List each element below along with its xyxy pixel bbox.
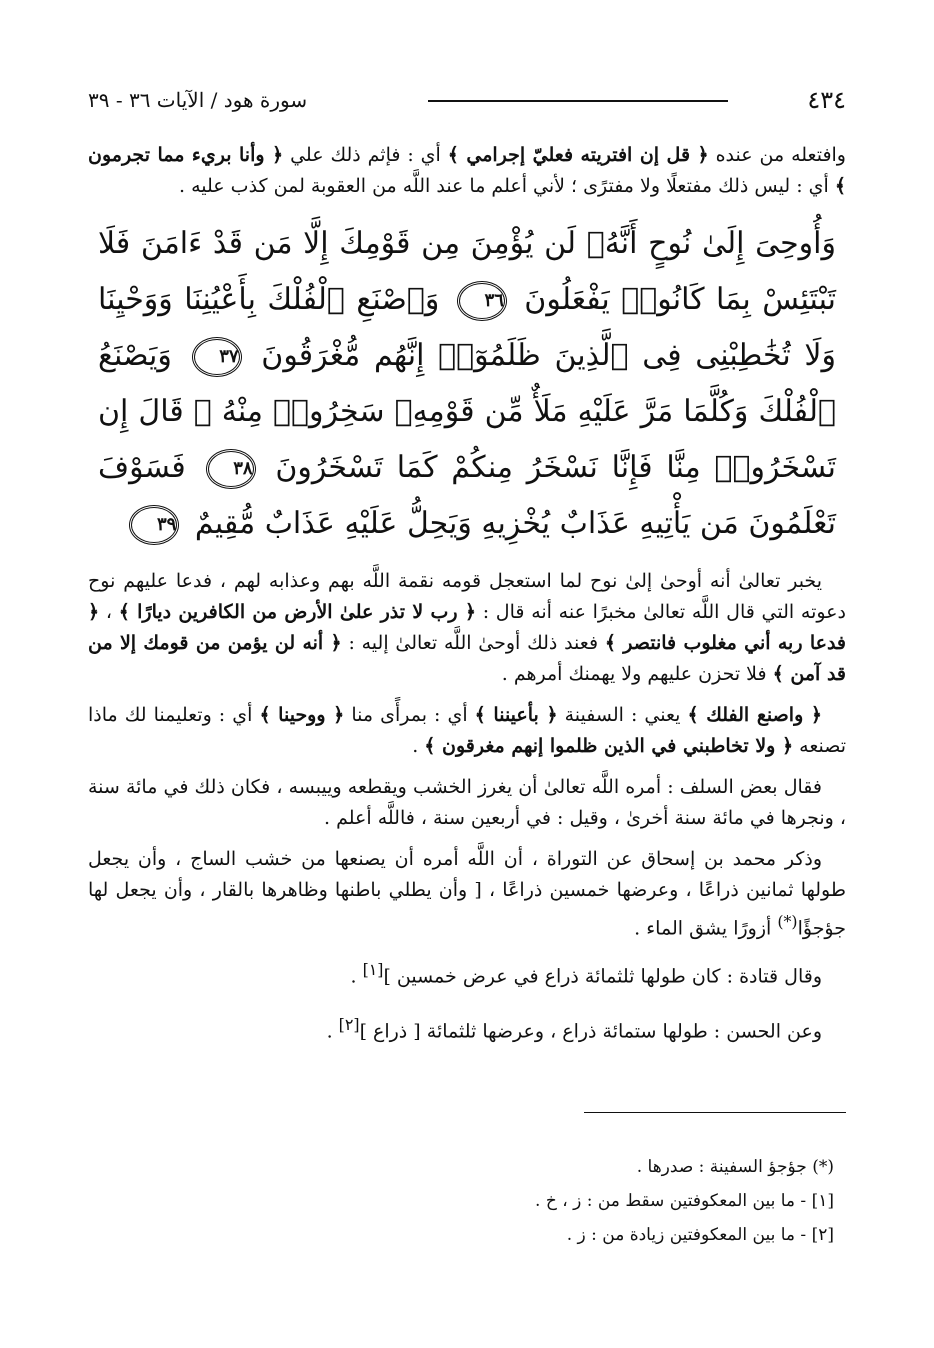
footnote-reference: (*) [777,912,798,931]
page-header [88,86,846,116]
footnote-reference: [٢] [338,1014,360,1034]
quran-quote: ﴿ رب لا تذر علىٰ الأرض من الكافرين ديارًا ﴾ [118,601,476,623]
text: . [412,735,419,757]
text: وافتعله من عنده [715,144,846,166]
footnotes [88,1150,834,1252]
quran-quote: ﴿ ووحينا ﴾ [259,704,345,726]
tafsir-paragraph [88,1009,846,1047]
footnote-reference: [١] [362,960,384,980]
tafsir-paragraph: فقال بعض السلف : أمره اللَّه تعالىٰ أن يغرز الخشب ويقطعه وييبسه ، فكان ذلك في مائة سنة ، ونجرها في مائة سنة أخرىٰ ، وقيل : في أربعين سنة ، فاللَّه أعلم . [88,776,846,829]
text: . [350,965,357,988]
text: أي : فإثم ذلك علي [290,144,441,166]
text: يخبر تعالىٰ أنه أوحىٰ إلىٰ نوح لما استعجل قومه نقمة اللَّه بهم وعذابه لهم ، فدعا عليهم نوح دعوته التي قال اللَّه تعالىٰ مخبرًا عنه أنه قال : [88,570,846,623]
text: وقال قتادة : كان طولها ثلثمائة ذراع في عرض خمسين ] [383,965,822,988]
text: أي : وتعليمنا لك ماذا تصنعه [88,704,846,757]
text: فعند ذلك أوحىٰ اللَّه تعالىٰ إليه : [348,632,599,654]
text: أي : ليس ذلك مفتعلًا ولا مفترًى ؛ لأني أعلم ما عند اللَّه من العقوبة لمن كذب عليه . [179,175,829,197]
tafsir-paragraph [88,700,846,762]
quran-quote: ﴿ قل إن افتريته فعليّ إجرامي ﴾ [447,144,709,166]
quran-quote: ﴿ وأنا بريء مما تجرمون ﴾ [88,144,846,197]
tafsir-paragraph [88,844,846,944]
ayah-number-marker: ٣٧ [192,337,242,377]
text: وعن الحسن : طولها ستمائة ذراع ، وعرضها ثلثمائة [ ذراع ] [359,1019,822,1042]
verse-text: وَيَصْنَعُ ٱلْفُلْكَ وَكُلَّمَا مَرَّ عَلَيْهِ مَلَأٌ مِّن قَوْمِهِۦ سَخِرُوا۟ مِنْهُ ۚ قَالَ إِن تَسْخَرُوا۟ مِنَّا فَإِنَّا نَسْخَرُ مِنكُمْ كَمَا تَسْخَرُونَ [98,338,836,485]
footnote: [٢] - ما بين المعكوفتين زيادة من : ز . [566,1225,834,1245]
page-number: ٤٣٤ [807,86,846,114]
quran-quote: ﴿ ولا تخاطبني في الذين ظلموا إنهم مغرقون ﴾ [424,735,794,757]
text: أزورًا يشق الماء . [634,917,772,940]
tafsir-paragraph [88,566,846,690]
text: يعني : السفينة [564,704,681,726]
text: ، [105,601,112,623]
quran-verses [88,216,846,552]
text: أي : بمرأًى منا [351,704,468,726]
footnote: [١] - ما بين المعكوفتين سقط من : ز ، خ . [535,1191,834,1211]
header-rule [428,100,728,102]
ayah-number-marker: ٣٩ [129,505,179,545]
quran-quote: ﴿ أنه لن يؤمن من قومك إلا من قد آمن ﴾ [88,632,846,685]
text: وذكر محمد بن إسحاق عن التوراة ، أن اللَّه أمره أن يصنعها من خشب الساج ، وأن يجعل طولها ثمانين ذراعًا ، وعرضها خمسين ذراعًا ، [ وأن يطلي باطنها وظاهرها بالقار ، وأن يجعل لها جؤجؤًا [88,848,846,940]
intro-paragraph [88,140,846,202]
text: . [326,1019,333,1042]
text: فلا تحزن عليهم ولا يهمنك أمرهم . [501,663,767,685]
verse-text: وَأُوحِىَ إِلَىٰ نُوحٍ أَنَّهُۥ لَن يُؤْمِنَ مِن قَوْمِكَ إِلَّا مَن قَدْ ءَامَنَ فَلَا تَبْتَئِسْ بِمَا كَانُوا۟ يَفْعَلُونَ [98,226,836,317]
quran-quote: ﴿ بأعيننا ﴾ [474,704,558,726]
ayah-number-marker: ٣٦ [457,281,507,321]
page-content [88,140,846,1063]
verse-text: فَسَوْفَ تَعْلَمُونَ مَن يَأْتِيهِ عَذَابٌ يُخْزِيهِ وَيَحِلُّ عَلَيْهِ عَذَابٌ مُّقِيمٌ [98,450,836,541]
ayah-number-marker: ٣٨ [206,449,256,489]
running-title: سورة هود / الآيات ٣٦ - ٣٩ [88,88,308,112]
quran-quote: ﴿ فدعا ربه أني مغلوب فانتصر ﴾ [88,601,847,654]
footnote: (*) جؤجؤ السفينة : صدرها . [636,1157,834,1177]
footnote-rule [584,1112,846,1113]
verse-text: وَٱصْنَعِ ٱلْفُلْكَ بِأَعْيُنِنَا وَوَحْيِنَا وَلَا تُخَٰطِبْنِى فِى ٱلَّذِينَ ظَلَمُوٓا۟ إِنَّهُم مُّغْرَقُونَ [98,282,836,373]
quran-quote: ﴿ واصنع الفلك ﴾ [687,704,822,726]
tafsir-paragraph [88,954,846,992]
